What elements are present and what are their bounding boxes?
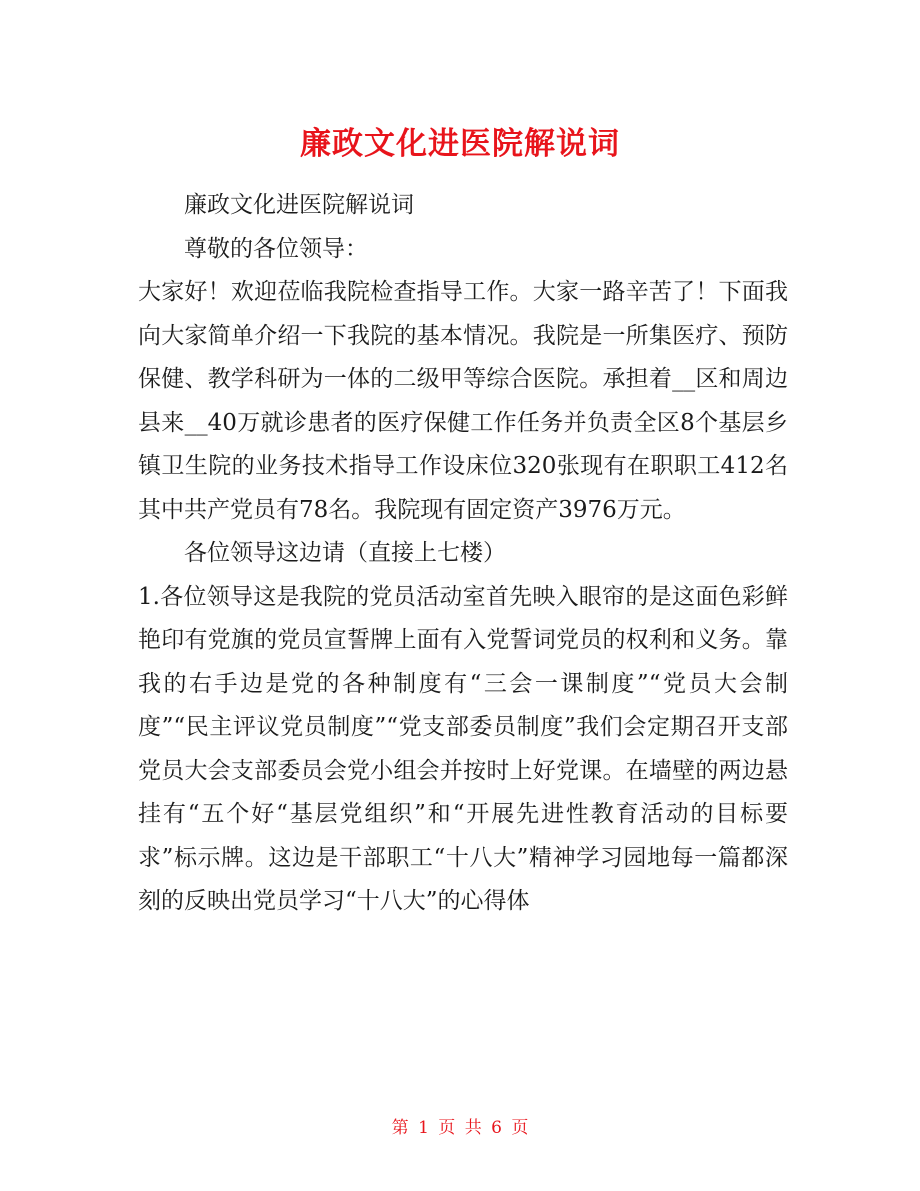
paragraph: 各位领导这边请（直接上七楼） xyxy=(184,540,506,566)
paragraph: 1.各位领导这是我院的党员活动室首先映入眼帘的是这面色彩鲜艳印有党旗的党员宣誓牌上面有入党誓词党员的权利和义务。靠我的右手边是党的各种制度有“三会一课制度”“党员大会制度”“民主评议党员制度”“党支部委员制度”我们会定期召开支部党员大会支部委员会党小组会并按时上好党课。在墙壁的两边悬挂有“五个好“基层党组织”和“开展先进性教育活动的目标要求”标示牌。这边是干部职工“十八大”精神学习园地每一篇都深刻的反映出党员学习“十八大”的心得体 xyxy=(138,583,788,914)
document-body xyxy=(138,184,788,924)
page-number: 第 1 页 共 6 页 xyxy=(391,1118,529,1138)
paragraph: 尊敬的各位领导： xyxy=(184,235,368,262)
document-title: 廉政文化进医院解说词 xyxy=(300,126,620,162)
paragraph: 廉政文化进医院解说词 xyxy=(184,192,414,218)
paragraph: 大家好！欢迎莅临我院检查指导工作。大家一路辛苦了！下面我向大家简单介绍一下我院的基本情况。我院是一所集医疗、预防保健、教学科研为一体的二级甲等综合医院。承担着__区和周边县来__40万就诊患者的医疗保健工作任务并负责全区8个基层乡镇卫生院的业务技术指导工作设床位320张现有在职职工412名其中共产党员有78名。我院现有固定资产3976万元。 xyxy=(138,279,788,523)
